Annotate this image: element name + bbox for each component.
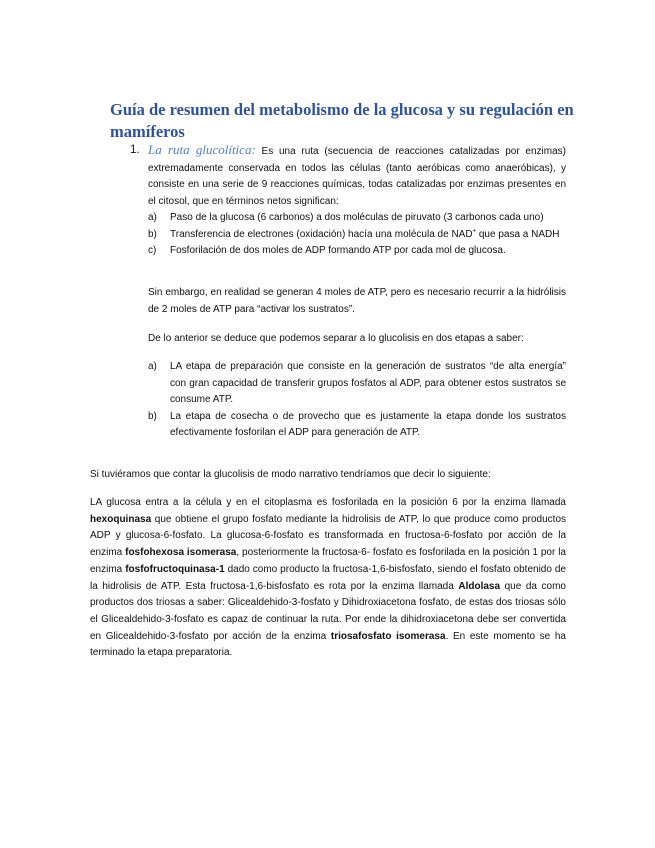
list-item-text: La etapa de cosecha o de provecho que es justamente la etapa donde los sustratos efectivamente fosforilan el ADP para generación de ATP. [170, 410, 566, 438]
list-item-text: que pasa a NADH [476, 228, 560, 240]
section-1-intro [148, 142, 566, 210]
document-title: Guía de resumen del metabolismo de la glucosa y su regulación en mamíferos [110, 100, 574, 141]
enzyme-name: hexoquinasa [90, 513, 152, 525]
narrative-text: . En este momento se ha terminado la etapa preparatoria. [90, 630, 566, 659]
stages-list [148, 359, 566, 442]
narrative-text: , posteriormente la fructosa-6- fosfato es fosforilada en la posición 1 por la enzima [90, 547, 566, 575]
narrative-text: que obtiene el grupo fosfato mediante la hidrolisis de ATP, lo que produce como productos ADP y glucosa-6-fosfato. La glucosa-6-fosfato es transformada en fructosa-6-fosfato por acción de la enzima [90, 513, 566, 559]
narrative-paragraph [90, 495, 566, 662]
list-item-text: Transferencia de electrones (oxidación) hacía una molécula de NAD [170, 228, 473, 240]
list-item-text: Paso de la glucosa (6 carbonos) a dos moléculas de piruvato (3 carbonos cada uno) [170, 212, 544, 223]
list-item [148, 359, 566, 409]
superscript: + [472, 228, 477, 235]
narrative-intro: Si tuviéramos que contar la glucolisis de modo narrativo tendríamos que decir lo siguiente: [90, 469, 491, 480]
list-item [148, 409, 566, 442]
paragraph-sin-embargo: Sin embargo, en realidad se generan 4 moles de ATP, pero es necesario recurrir a la hidrólisis de 2 moles de ATP para “activar los sustratos”. [148, 287, 566, 315]
list-item [148, 210, 566, 227]
net-results-list [148, 210, 566, 260]
narrative-text: dado como producto la fructosa-1,6-bisfosfato, siendo el fosfato obtenido de la hidrolisis de ATP. Esta fructosa-1,6-bisfosfato es rota por la enzima llamada [90, 563, 566, 592]
enzyme-name: fosfohexosa isomerasa [125, 547, 237, 559]
list-item [148, 227, 566, 244]
section-1-intro-text: Es una ruta (secuencia de reacciones catalizadas por enzimas) extremadamente conservada en todos las células (tanto aeróbicas como anaeróbicas), y consiste en una serie de 9 reacciones químicas, todas catalizadas por enzimas presentes en el citosol, que en términos netos significan: [148, 146, 566, 207]
list-item-text: LA etapa de preparación que consiste en la generación de sustratos “de alta energía” con gran capacidad de transferir grupos fosfatos al ADP, para obtener estos sustratos se consume ATP. [170, 361, 566, 405]
paragraph-lo-anterior: De lo anterior se deduce que podemos separar a lo glucolisis en dos etapas a saber: [148, 333, 524, 344]
list-marker: a) [148, 212, 157, 223]
list-marker: b) [148, 410, 157, 422]
enzyme-name: triosafosfato isomerasa [330, 630, 446, 642]
section-1-number: 1. [130, 144, 140, 156]
list-marker: c) [148, 245, 157, 256]
section-1-term: La ruta glucolítica: [148, 142, 256, 157]
list-item [148, 243, 566, 260]
enzyme-name: fosfofructoquinasa-1 [125, 563, 225, 575]
narrative-text: que da como productos dos triosas a saber: Glicealdehido-3-fosfato y Dihidroxiacetona fosfato, de estas dos triosas sólo el Glicealdehido-3-fosfato es capaz de continuar la ruta. Por ende la dihidroxiacetona debe ser convertida en Glicealdehido-3-fosfato por acción de la enzima [90, 580, 566, 642]
enzyme-name: Aldolasa [458, 580, 501, 592]
list-item-text: Fosforilación de dos moles de ADP formando ATP por cada mol de glucosa. [170, 245, 506, 256]
list-marker: b) [148, 228, 157, 240]
list-marker: a) [148, 361, 157, 372]
narrative-text: LA glucosa entra a la célula y en el citoplasma es fosforilada en la posición 6 por la enzima llamada [90, 497, 566, 508]
